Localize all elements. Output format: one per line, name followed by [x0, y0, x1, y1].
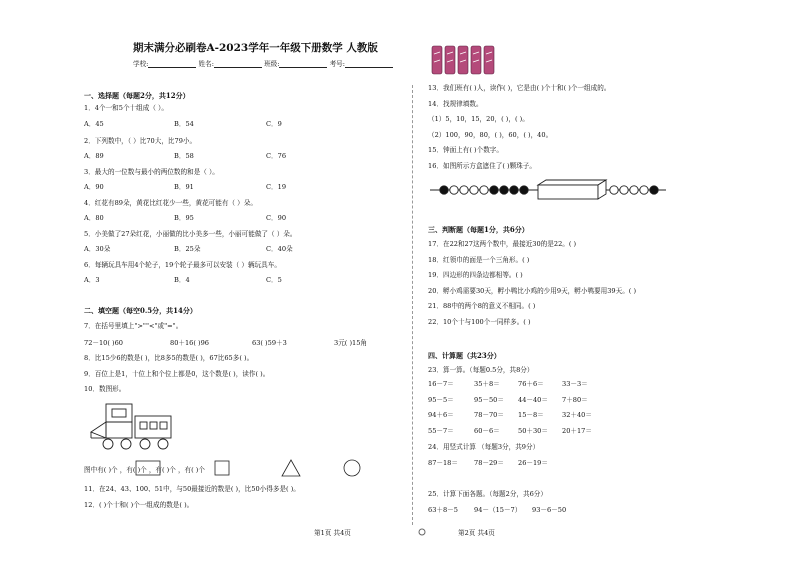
section-heading-choice: 一、选择题（每题2分，共12分）	[84, 91, 190, 100]
section-heading-fill: 二、填空题（每空0.5分，共14分）	[84, 306, 197, 315]
compare-item: 72－10( )60	[84, 339, 124, 347]
question-6: 6．每辆玩具车用4个轮子，19个轮子最多可以安装（ ）辆玩具车。	[84, 261, 281, 269]
calc-item: 7＋80＝	[562, 395, 588, 404]
mixed-calc-row	[428, 506, 566, 514]
question-24: 24．用竖式计算 （每题3分，共9分）	[428, 443, 540, 451]
question-15: 15．钟面上有( )个数字。	[428, 146, 503, 154]
question-8: 8．比15少6的数是( )，比8多5的数是( )，67比65多( )。	[84, 354, 254, 362]
option-a: A．45	[84, 120, 104, 128]
options-2	[84, 152, 286, 160]
question-12: 12．( )个十和( )个一组成的数是( )。	[84, 501, 194, 509]
page-number-left: 第1页 共4页	[314, 529, 351, 537]
option-a: A．30朵	[84, 245, 111, 253]
calc-item: 95－50＝	[474, 395, 504, 404]
calc-grid	[428, 380, 592, 442]
calc-item: 16－7＝	[428, 380, 454, 388]
square-icon	[215, 461, 229, 475]
info-fields	[133, 60, 393, 68]
calc-item: 32＋40＝	[562, 411, 592, 419]
question-14a: （1）5，10，15，20，( )，( )。	[428, 115, 529, 123]
shape-icons	[84, 458, 374, 478]
option-c: C．19	[266, 183, 287, 191]
page-number-right: 第2页 共4页	[458, 529, 495, 537]
option-b: B．54	[174, 120, 194, 128]
field-name: 姓名:	[198, 60, 214, 68]
vertical-calc-row	[428, 459, 548, 467]
calc-item: 60－6＝	[474, 426, 500, 435]
option-c: C．9	[266, 120, 282, 128]
judge-item: 19．四边形的四条边都相等。( )	[428, 271, 523, 279]
field-class: 班级:	[264, 60, 280, 68]
option-b: B．91	[174, 183, 194, 191]
question-13: 13．我们班有( )人，读作( )，它是由( )个十和( )个一组成的。	[428, 84, 611, 92]
option-b: B．58	[174, 152, 194, 160]
center-ring-icon	[418, 528, 428, 538]
page-title: 期末满分必刷卷A-2023学年一年级下册数学 人教版	[133, 42, 378, 54]
question-10: 10．数图形。	[84, 385, 126, 393]
calc-item: 44－40＝	[518, 395, 548, 404]
question-5: 5．小美做了27朵红花，小丽做的比小美多一些，小丽可能做了（ ）朵。	[84, 230, 297, 238]
option-a: A．3	[84, 276, 100, 284]
calc-item: 33－3＝	[562, 380, 588, 388]
calc-item: 94－（15－7）	[474, 506, 522, 514]
section-heading-judge: 三、判断题（每题1分，共6分）	[428, 225, 529, 234]
calc-item: 95－5＝	[428, 395, 454, 404]
calc-item: 93－6－50	[532, 506, 567, 514]
question-7: 7．在括号里填上">""<"或"="。	[84, 322, 183, 330]
compare-item: 80＋16( )96	[170, 339, 210, 347]
option-b: B．25朵	[174, 245, 201, 253]
question-9: 9．百位上是1，十位上和个位上都是0，这个数是( )，读作( )。	[84, 370, 270, 378]
triangle-icon	[282, 460, 300, 476]
question-1: 1．4个一和5个十组成（ ）。	[84, 104, 168, 112]
option-c: C．90	[266, 214, 287, 222]
shapes-count-line: 图中有( )个 ，有( )个 ，有( )个 ，有( )个	[84, 466, 205, 474]
field-examno: 考号:	[329, 60, 346, 68]
compare-item: 3元( )15角	[334, 339, 368, 347]
calc-row	[428, 396, 592, 412]
question-14: 14．找规律填数。	[428, 100, 483, 108]
options-4	[84, 214, 286, 222]
judge-item: 18．红领巾的面是一个三角形。( )	[428, 256, 530, 264]
compare-item: 63( )59＋3	[252, 339, 287, 347]
calc-item: 35＋8＝	[474, 380, 500, 388]
options-3	[84, 183, 286, 191]
bead-string-figure-icon	[430, 178, 670, 202]
judge-item: 17．在22和27这两个数中，最接近30的是22。( )	[428, 240, 577, 248]
field-school: 学校:	[133, 60, 149, 68]
calc-row	[428, 427, 592, 443]
rectangle-icon	[136, 461, 160, 475]
page-divider	[412, 85, 413, 525]
question-2: 2．下列数中，（ ）比70大，比79小。	[84, 137, 197, 145]
question-23: 23．算一算。（每题0.5分，共8分）	[428, 366, 534, 374]
calc-item: 76＋6＝	[518, 380, 544, 388]
question-4: 4．红花有89朵，黄花比红花少一些，黄花可能有（ ）朵。	[84, 199, 257, 207]
calc-item: 78－70＝	[474, 411, 504, 419]
calc-item: 50＋30＝	[518, 426, 548, 435]
section-heading-calc: 四、计算题（共23分）	[428, 351, 501, 360]
circle-icon	[344, 460, 360, 476]
judge-item: 20．孵小鸡需要30天，孵小鸭比小鸡的少用9天，孵小鸭要用39天。( )	[428, 287, 637, 295]
judge-item: 22．10个十与100个一同样多。( )	[428, 318, 531, 326]
question-11: 11．在24、43、100、51中，与50最接近的数是( )，比50小得多是( )。	[84, 485, 300, 493]
train-figure-icon	[88, 400, 178, 450]
option-c: C．5	[266, 276, 282, 284]
option-b: B．4	[174, 276, 190, 284]
calc-item: 20＋17＝	[562, 426, 592, 435]
calc-item: 94＋6＝	[428, 411, 454, 419]
calc-row	[428, 380, 592, 396]
option-a: A．80	[84, 214, 104, 222]
calc-row	[428, 411, 592, 427]
option-c: C．40朵	[266, 245, 293, 253]
option-c: C．76	[266, 152, 287, 160]
binding-marks-icon	[430, 40, 496, 78]
options-1	[84, 120, 282, 128]
compare-row	[84, 339, 367, 347]
option-a: A．90	[84, 183, 104, 191]
calc-item: 15－8＝	[518, 411, 544, 419]
calc-item: 55－7＝	[428, 426, 454, 435]
calc-item: 63＋8－5	[428, 506, 458, 514]
options-5	[84, 245, 293, 253]
judge-item: 21．88中的两个8的意义不相同。( )	[428, 302, 536, 310]
calc-item: 87－18＝	[428, 459, 458, 467]
option-a: A．89	[84, 152, 104, 160]
question-25: 25．计算下面各题。（每题2分，共6分）	[428, 490, 547, 498]
question-3: 3．最大的一位数与最小的两位数的和是（ ）。	[84, 168, 219, 176]
calc-item: 78－29＝	[474, 459, 504, 467]
options-6	[84, 276, 282, 284]
question-14b: （2）100，90，80，( )，60，( )，40。	[428, 131, 553, 139]
option-b: B．95	[174, 214, 194, 222]
question-16: 16．如图所示方盒遮住了( )颗珠子。	[428, 162, 536, 170]
calc-item: 26－19＝	[518, 459, 548, 467]
